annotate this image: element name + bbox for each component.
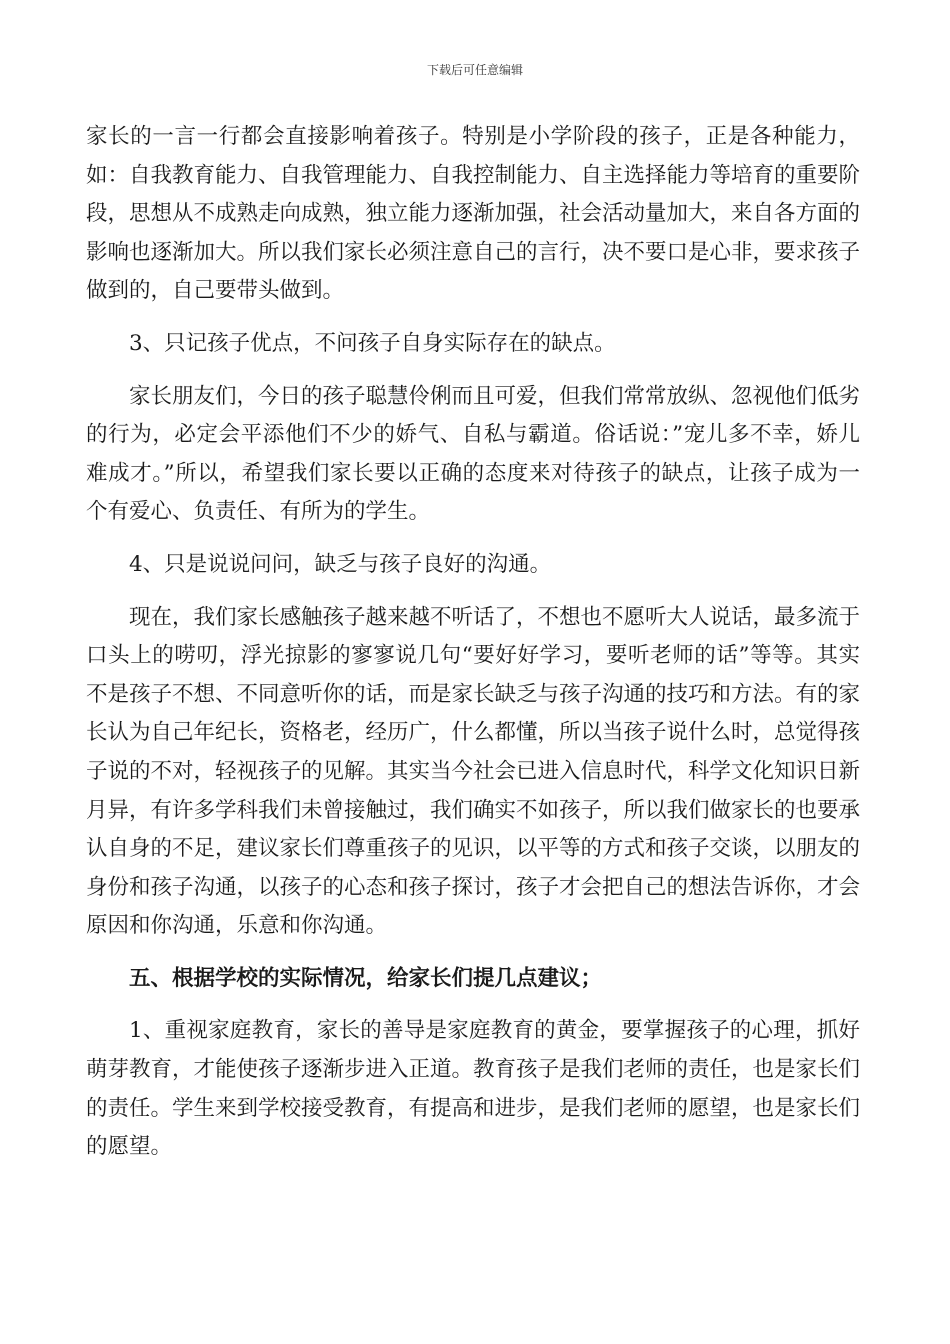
paragraph-suggestion-1: 1、重视家庭教育，家长的善导是家庭教育的黄金，要掌握孩子的心理，抓好萌芽教育，才能使孩子逐渐步进入正道。教育孩子是我们老师的责任，也是家长们的责任。学生来到学校接受教育，有提高和进步，是我们老师的愿望，也是家长们的愿望。 — [86, 1018, 861, 1160]
section-heading-5: 五、根据学校的实际情况，给家长们提几点建议； — [129, 965, 603, 991]
paragraph-continuation: 家长的一言一行都会直接影响着孩子。特别是小学阶段的孩子，正是各种能力，如：自我教育能力、自我管理能力、自我控制能力、自主选择能力等培育的重要阶段，思想从不成熟走向成熟，独立能力逐渐加强，社会活动量加大，来自各方面的影响也逐渐加大。所以我们家长必须注意自己的言行，决不要口是心非，要求孩子做到的，自己要带头做到。 — [86, 124, 861, 304]
paragraph-communication: 现在，我们家长感触孩子越来越不听话了，不想也不愿听大人说话，最多流于口头上的唠叨，浮光掠影的寥寥说几句“要好好学习，要听老师的话”等等。其实不是孩子不想、不同意听你的话，而是家长缺乏与孩子沟通的技巧和方法。有的家长认为自己年纪长，资格老，经历广，什么都懂，所以当孩子说什么时，总觉得孩子说的不对，轻视孩子的见解。其实当今社会已进入信息时代，科学文化知识日新月异，有许多学科我们未曾接触过，我们确实不如孩子，所以我们做家长的也要承认自身的不足，建议家长们尊重孩子的见识，以平等的方式和孩子交谈，以朋友的身份和孩子沟通，以孩子的心态和孩子探讨，孩子才会把自己的想法告诉你，才会原因和你沟通，乐意和你沟通。 — [86, 604, 861, 939]
paragraph-shortcomings: 家长朋友们，今日的孩子聪慧伶俐而且可爱，但我们常常放纵、忽视他们低劣的行为，必定会平添他们不少的娇气、自私与霸道。俗话说：”宠儿多不幸，娇儿难成才。”所以，希望我们家长要以正确的态度来对待孩子的缺点，让孩子成为一个有爱心、负责任、有所为的学生。 — [86, 383, 861, 525]
list-item-3: 3、只记孩子优点，不问孩子自身实际存在的缺点。 — [129, 330, 616, 356]
page-header: 下载后可任意编辑 — [426, 63, 523, 77]
document-body — [86, 118, 860, 1167]
list-item-4: 4、只是说说问问，缺乏与孩子良好的沟通。 — [129, 551, 552, 577]
